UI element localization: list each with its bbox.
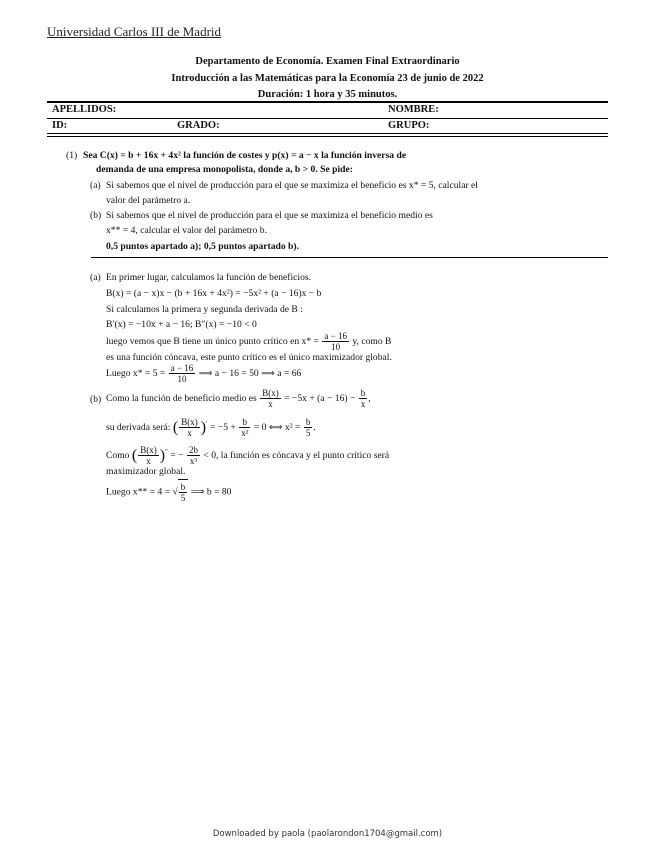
label-grupo: GRUPO: <box>388 120 430 131</box>
solution-b3-post: < 0, la función es cóncava y el punto crítico será <box>203 450 390 462</box>
label-nombre: NOMBRE: <box>388 104 439 115</box>
question-a-text-line1: Si sabemos que el nivel de producción para el que se maximiza el beneficio es x* = 5, calcular el <box>106 180 478 191</box>
solution-b5-post: ⟹ b = 80 <box>190 486 232 498</box>
solution-b2-fraction <box>179 417 200 438</box>
question-b-text-line1: Si sabemos que el nivel de producción para el que se maximiza el beneficio medio es <box>106 210 433 221</box>
solution-b2-fraction3 <box>304 417 316 439</box>
fraction-numerator: b <box>239 417 250 428</box>
fraction-denominator: 5 <box>305 428 311 439</box>
fraction-numerator: B(x) <box>262 388 279 399</box>
solution-a7-pre: Luego x* = 5 = <box>106 368 166 379</box>
question-statement-line2: demanda de una empresa monopolista, donde a, b > 0. Se pide: <box>96 164 353 175</box>
fraction-denominator: x <box>360 399 366 410</box>
solution-b2-mid: = −5 + <box>209 422 236 434</box>
fraction-denominator: x <box>146 456 151 467</box>
solution-b2-fraction2 <box>239 417 250 438</box>
open-paren: ( <box>131 446 138 464</box>
question-points: 0,5 puntos apartado a); 0,5 puntos apartado b). <box>106 241 299 252</box>
fraction-numerator: b <box>360 388 366 399</box>
fraction-denominator: 5 <box>180 493 186 504</box>
question-a-text-line2: valor del parámetro a. <box>106 195 191 206</box>
prime-mark: ′ <box>206 420 208 428</box>
solution-a5-pre: luego vemos que B tiene un único punto crítico en x* = <box>106 336 319 347</box>
open-paren: ( <box>172 418 179 436</box>
solution-b-label: (b) <box>90 394 102 405</box>
exam-header-line2: Introducción a las Matemáticas para la Economía 23 de junio de 2022 <box>171 73 484 84</box>
question-number: (1) <box>66 150 78 161</box>
solution-a-line3: Si calculamos la primera y segunda derivada de B : <box>106 304 303 315</box>
label-grado: GRADO: <box>177 120 220 131</box>
fraction-denominator: 10 <box>331 342 341 353</box>
fraction-denominator: x <box>268 399 273 410</box>
solution-b1-mid: = −5x + (a − 16) − <box>284 393 356 404</box>
header-rule-mid <box>47 118 608 119</box>
solution-b-line2 <box>106 411 316 441</box>
solution-b-line4: maximizador global. <box>106 466 186 477</box>
label-apellidos: APELLIDOS: <box>52 104 117 115</box>
fraction-numerator: 2b <box>189 445 198 456</box>
university-name: Universidad Carlos III de Madrid <box>47 24 222 39</box>
solution-b3-pre: Como <box>106 450 130 462</box>
sqrt-radicand <box>178 479 189 506</box>
solution-b3-mid: = − <box>170 450 184 462</box>
solution-b2-mid2: = 0 ⟺ x² = <box>253 422 301 434</box>
fraction-numerator: a − 16 <box>170 363 194 374</box>
label-id: ID: <box>52 120 68 131</box>
solution-a5-fraction <box>322 331 349 352</box>
solution-b1-post: , <box>368 393 371 404</box>
solution-a7-fraction <box>169 363 196 384</box>
fraction-denominator: x² <box>241 428 249 439</box>
solution-a-line4: B′(x) = −10x + a − 16; B″(x) = −10 < 0 <box>106 319 257 330</box>
solution-b5-fraction <box>179 482 188 503</box>
solution-b1-pre: Como la función de beneficio medio es <box>106 393 257 404</box>
question-b-text-line2: x** = 4, calcular el valor del parámetro b. <box>106 225 267 236</box>
question-b-label: (b) <box>90 210 102 221</box>
solution-a-line6: es una función cóncava, este punto crítico es el único maximizador global. <box>106 352 392 363</box>
solution-a-line1: En primer lugar, calculamos la función de beneficios. <box>106 272 312 283</box>
solution-b1-fraction <box>260 388 281 409</box>
fraction-numerator: b <box>305 417 311 428</box>
exam-header-line3: Duración: 1 hora y 35 minutos. <box>257 89 398 100</box>
header-rule-top <box>47 101 608 103</box>
fraction-denominator: x <box>187 428 192 439</box>
header-rule-bottom-1 <box>47 133 608 134</box>
solution-a7-post: ⟹ a − 16 = 50 ⟹ a = 66 <box>198 368 302 379</box>
header-rule-bottom-2 <box>47 136 608 137</box>
fraction-denominator: 10 <box>177 374 187 385</box>
solution-b3-fraction2 <box>187 445 200 466</box>
solution-a-line2: B(x) = (a − x)x − (b + 16x + 4x²) = −5x² + (a − 16)x − b <box>106 288 322 299</box>
fraction-numerator: a − 16 <box>324 331 347 342</box>
double-prime-mark: ″ <box>165 448 168 456</box>
solution-b5-pre: Luego x** = 4 = <box>106 486 171 498</box>
fraction-numerator: B(x) <box>140 445 157 456</box>
question-a-label: (a) <box>90 180 101 191</box>
solution-a-label: (a) <box>90 272 101 283</box>
solution-b2-pre: su derivada será: <box>106 422 171 434</box>
close-paren: ) <box>159 446 166 464</box>
question-statement-line1: Sea C(x) = b + 16x + 4x² la función de costes y p(x) = a − x la función inversa de <box>83 150 407 161</box>
solution-a5-post: y, como B <box>352 336 392 347</box>
solution-b3-fraction <box>138 445 159 466</box>
fraction-numerator: B(x) <box>181 417 198 428</box>
download-footer: Downloaded by paola (paolarondon1704@gmail.com) <box>212 829 443 839</box>
solution-b-line1 <box>106 386 371 412</box>
fraction-denominator: x³ <box>189 456 198 467</box>
close-paren: ) <box>200 418 207 436</box>
solution-b2-post: . <box>313 422 316 434</box>
fraction-numerator: b <box>180 482 186 493</box>
question-separator <box>91 257 608 258</box>
solution-b1-fraction2 <box>359 388 371 410</box>
solution-b-line5 <box>106 479 231 506</box>
exam-header-line1: Departamento de Economía. Examen Final Extraordinario <box>195 56 460 67</box>
sqrt-sign: √ <box>172 486 178 498</box>
solution-a-line7 <box>106 362 301 386</box>
